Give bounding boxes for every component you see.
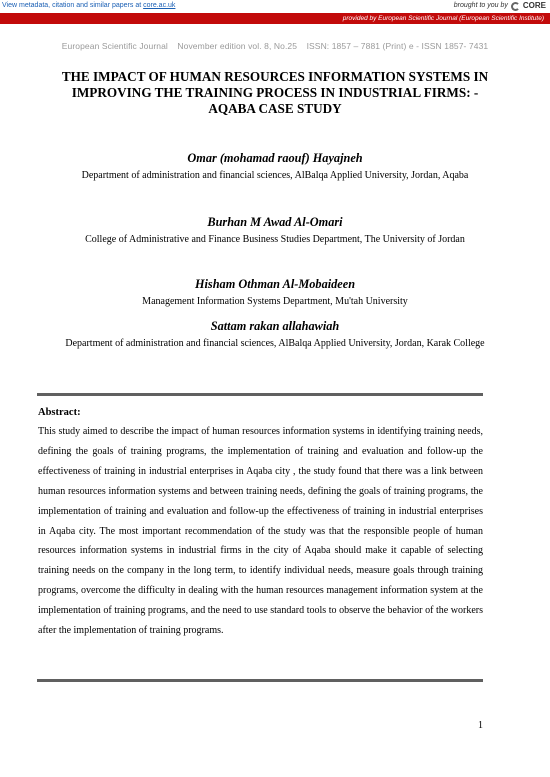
core-logo-icon: [511, 2, 520, 11]
abstract-body: This study aimed to describe the impact of human resources information systems in identifying training needs, defining the goals of training programs, the implementation of training and evaluation and follow-up the effectiveness of training in industrial enterprises in Aqaba city , the study found that there was a link between human resources information systems and between training needs, defining the goals of training programs, the implementation of training and evaluation and follow-up the effectiveness of training in industrial enterprises in Aqaba city. The most important recommendation of the study was that the responsible people of human resources information systems in industrial firms in the city of Aqaba should make it capable of selecting training needs on the company in the long term, to identify individual needs, measure goals through training programs, overcome the difficulty in dealing with the human resources management information system at the implementation of training programs, and the need to use standard tools to observe the behavior of the workers after the implementation of training programs.: [38, 426, 483, 637]
author-affiliation: Management Information Systems Department, Mu'tah University: [142, 296, 408, 307]
author-affiliation: College of Administrative and Finance Business Studies Department, The University of Jordan: [85, 234, 465, 245]
core-view-text: View metadata, citation and similar papers at: [2, 2, 144, 9]
author-name: Omar (mohamad raouf) Hayajneh: [187, 151, 363, 165]
divider-bottom: [37, 679, 483, 682]
brought-by-text: brought to you by: [453, 2, 508, 9]
page-number: 1: [478, 720, 483, 731]
running-head: [0, 41, 550, 51]
journal-name: European Scientific Journal: [61, 41, 168, 51]
issn: ISSN: 1857 – 7881 (Print) e - ISSN 1857- 7431: [306, 41, 489, 51]
provider-bar: [0, 13, 550, 24]
abstract: [38, 406, 483, 641]
edition: November edition vol. 8, No.25: [177, 41, 298, 51]
core-url[interactable]: core.ac.uk: [143, 2, 176, 9]
author-3: [20, 276, 530, 312]
core-brand: CORE: [522, 1, 546, 10]
abstract-heading: Abstract:: [38, 407, 81, 418]
author-2: [20, 214, 530, 250]
divider-top: [37, 393, 483, 396]
author-4: [20, 318, 530, 354]
author-affiliation: Department of administration and financial sciences, AlBalqa Applied University, Jordan, Karak College: [65, 338, 485, 349]
author-name: Sattam rakan allahawiah: [210, 319, 340, 333]
author-name: Burhan M Awad Al-Omari: [207, 215, 343, 229]
provider-text: provided by European Scientific Journal (European Scientific Institute): [342, 15, 544, 22]
core-banner: [0, 0, 550, 12]
core-brought-by: [454, 0, 546, 12]
author-name: Hisham Othman Al-Mobaideen: [194, 277, 356, 291]
author-affiliation: Department of administration and financial sciences, AlBalqa Applied University, Jordan, Aqaba: [81, 170, 469, 181]
core-metadata-link[interactable]: [2, 0, 175, 12]
author-1: [20, 150, 530, 186]
paper-title: THE IMPACT OF HUMAN RESOURCES INFORMATION SYSTEMS IN IMPROVING THE TRAINING PROCESS IN INDUSTRIAL FIRMS: - AQABA CASE STUDY: [61, 69, 489, 116]
